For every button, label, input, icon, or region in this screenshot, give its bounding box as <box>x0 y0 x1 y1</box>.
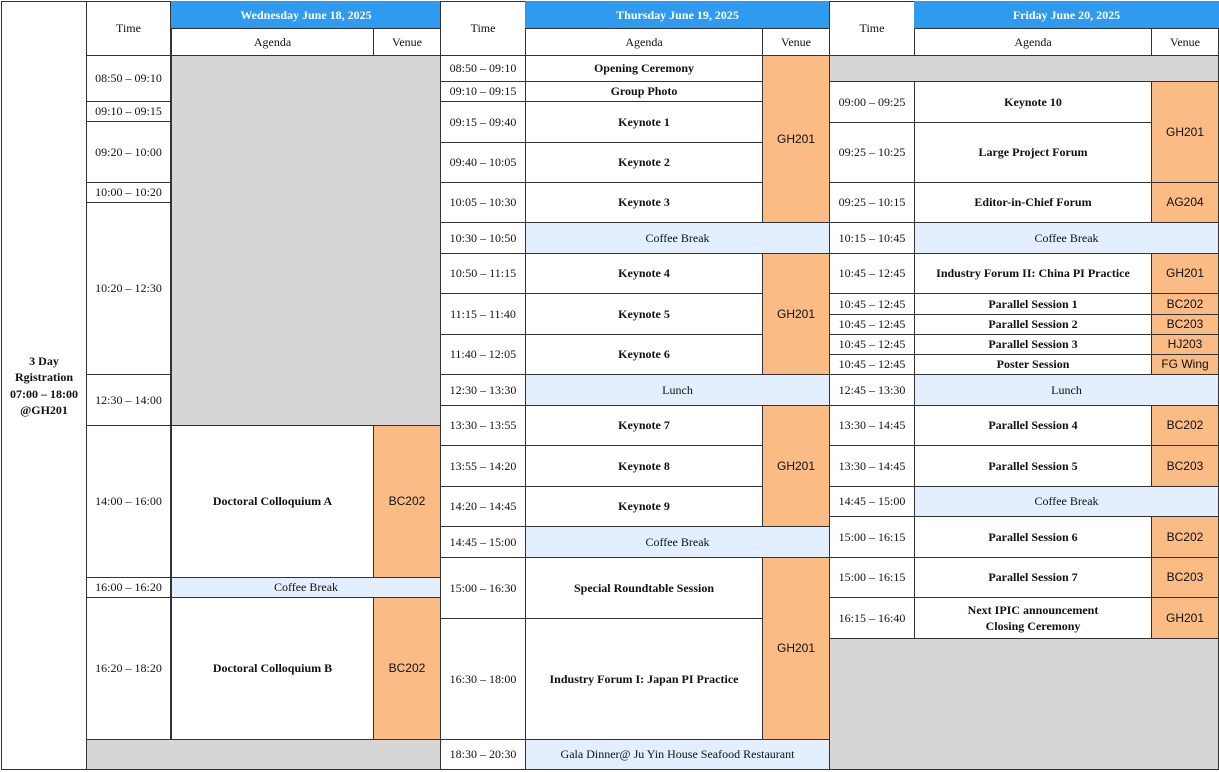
fri-time-cell: 10:45 – 12:45 <box>829 334 915 355</box>
thu-time-cell: 13:30 – 13:55 <box>440 405 526 446</box>
thu-time-cell: 15:00 – 16:30 <box>440 557 526 619</box>
fri-time-cell: 15:00 – 16:15 <box>829 557 915 598</box>
wed-session-cell: Doctoral Colloquium A <box>171 425 374 578</box>
thu-time-cell: 09:40 – 10:05 <box>440 142 526 183</box>
wed-venue-cell: BC202 <box>373 597 441 740</box>
wed-time-cell: 16:20 – 18:20 <box>86 597 171 740</box>
thu-venue-cell: GH201 <box>762 55 830 223</box>
wed-agenda-header: Agenda <box>171 28 374 56</box>
thu-time-cell: 10:05 – 10:30 <box>440 182 526 223</box>
thu-venue-cell: GH201 <box>762 253 830 375</box>
thu-time-cell: 12:30 – 13:30 <box>440 374 526 406</box>
thu-session-cell: Keynote 7 <box>525 405 763 446</box>
thu-time-cell: 16:30 – 18:00 <box>440 618 526 740</box>
thu-session-cell: Keynote 5 <box>525 293 763 335</box>
thu-session-cell: Group Photo <box>525 81 763 102</box>
fri-time-cell: 13:30 – 14:45 <box>829 405 915 446</box>
wed-empty-block <box>86 739 441 770</box>
fri-session-cell: Industry Forum II: China PI Practice <box>914 253 1152 294</box>
fri-time-header: Time <box>829 1 915 56</box>
wed-session-cell: Doctoral Colloquium B <box>171 597 374 740</box>
thu-time-cell: 09:10 – 09:15 <box>440 81 526 102</box>
thu-venue-cell: GH201 <box>762 405 830 527</box>
fri-venue-cell: GH201 <box>1151 597 1219 639</box>
fri-time-cell: 09:00 – 09:25 <box>829 81 915 123</box>
fri-agenda-header: Agenda <box>914 28 1152 56</box>
thu-dinner-cell: Gala Dinner@ Ju Yin House Seafood Restaurant <box>525 739 830 770</box>
wed-venue-header: Venue <box>373 28 441 56</box>
fri-time-cell: 12:45 – 13:30 <box>829 374 915 406</box>
fri-session-cell: Next IPIC announcement Closing Ceremony <box>914 597 1152 639</box>
fri-session-cell: Poster Session <box>914 354 1152 375</box>
fri-time-cell: 10:15 – 10:45 <box>829 222 915 254</box>
wed-time-cell: 09:20 – 10:00 <box>86 121 171 183</box>
fri-venue-cell: BC203 <box>1151 314 1219 335</box>
wed-time-cell: 08:50 – 09:10 <box>86 55 171 102</box>
fri-session-cell: Parallel Session 2 <box>914 314 1152 335</box>
fri-session-cell: Parallel Session 4 <box>914 405 1152 446</box>
thu-lunch-cell: Lunch <box>525 374 830 406</box>
fri-venue-cell: GH201 <box>1151 253 1219 294</box>
wed-break-cell: Coffee Break <box>171 577 441 598</box>
fri-venue-cell: BC202 <box>1151 293 1219 315</box>
thu-time-header: Time <box>440 1 526 56</box>
fri-venue-cell: HJ203 <box>1151 334 1219 355</box>
thu-venue-header: Venue <box>762 28 830 56</box>
thu-time-cell: 08:50 – 09:10 <box>440 55 526 82</box>
fri-venue-cell: BC203 <box>1151 445 1219 487</box>
wed-date-header: Wednesday June 18, 2025 <box>171 1 441 29</box>
thu-time-cell: 09:15 – 09:40 <box>440 101 526 143</box>
fri-date-header: Friday June 20, 2025 <box>914 1 1219 29</box>
fri-session-cell: Parallel Session 5 <box>914 445 1152 487</box>
fri-empty-block <box>829 638 1219 770</box>
fri-session-cell: Parallel Session 6 <box>914 516 1152 558</box>
fri-break-cell: Coffee Break <box>914 222 1219 254</box>
fri-session-cell: Editor-in-Chief Forum <box>914 182 1152 223</box>
fri-time-cell: 10:45 – 12:45 <box>829 354 915 375</box>
thu-session-cell: Keynote 9 <box>525 486 763 527</box>
wed-time-cell: 10:00 – 10:20 <box>86 182 171 203</box>
thu-time-cell: 10:50 – 11:15 <box>440 253 526 294</box>
thu-break-cell: Coffee Break <box>525 222 830 254</box>
fri-venue-cell: BC202 <box>1151 516 1219 558</box>
thu-time-cell: 13:55 – 14:20 <box>440 445 526 487</box>
fri-venue-cell: FG Wing <box>1151 354 1219 375</box>
fri-session-cell: Parallel Session 1 <box>914 293 1152 315</box>
thu-session-cell: Industry Forum I: Japan PI Practice <box>525 618 763 740</box>
thu-session-cell: Keynote 2 <box>525 142 763 183</box>
fri-time-cell: 10:45 – 12:45 <box>829 253 915 294</box>
thu-date-header: Thursday June 19, 2025 <box>525 1 830 29</box>
fri-session-cell: Parallel Session 3 <box>914 334 1152 355</box>
fri-venue-cell: AG204 <box>1151 182 1219 223</box>
registration-cell: 3 Day Rgistration 07:00 – 18:00 @GH201 <box>1 1 87 770</box>
fri-venue-cell: GH201 <box>1151 81 1219 183</box>
thu-session-cell: Opening Ceremony <box>525 55 763 82</box>
thu-time-cell: 14:45 – 15:00 <box>440 526 526 558</box>
thu-session-cell: Keynote 1 <box>525 101 763 143</box>
fri-time-cell: 15:00 – 16:15 <box>829 516 915 558</box>
thu-time-cell: 11:15 – 11:40 <box>440 293 526 335</box>
thu-agenda-header: Agenda <box>525 28 763 56</box>
thu-time-cell: 11:40 – 12:05 <box>440 334 526 375</box>
wed-empty-block <box>171 55 441 426</box>
fri-time-cell: 09:25 – 10:15 <box>829 182 915 223</box>
thu-time-cell: 18:30 – 20:30 <box>440 739 526 770</box>
thu-venue-cell: GH201 <box>762 557 830 740</box>
thu-time-cell: 10:30 – 10:50 <box>440 222 526 254</box>
fri-session-cell: Keynote 10 <box>914 81 1152 123</box>
thu-session-cell: Keynote 3 <box>525 182 763 223</box>
fri-lunch-cell: Lunch <box>914 374 1219 406</box>
wed-time-header: Time <box>86 1 171 56</box>
fri-break-cell: Coffee Break <box>914 486 1219 517</box>
thu-time-cell: 14:20 – 14:45 <box>440 486 526 527</box>
fri-venue-cell: BC203 <box>1151 557 1219 598</box>
fri-session-cell: Large Project Forum <box>914 122 1152 183</box>
wed-time-cell: 09:10 – 09:15 <box>86 101 171 122</box>
fri-empty-block <box>829 55 1219 82</box>
fri-time-cell: 09:25 – 10:25 <box>829 122 915 183</box>
wed-venue-cell: BC202 <box>373 425 441 578</box>
thu-session-cell: Special Roundtable Session <box>525 557 763 619</box>
wed-time-cell: 12:30 – 14:00 <box>86 374 171 426</box>
fri-venue-header: Venue <box>1151 28 1219 56</box>
thu-session-cell: Keynote 6 <box>525 334 763 375</box>
fri-time-cell: 13:30 – 14:45 <box>829 445 915 487</box>
thu-break-cell: Coffee Break <box>525 526 830 558</box>
fri-venue-cell: BC202 <box>1151 405 1219 446</box>
fri-time-cell: 14:45 – 15:00 <box>829 486 915 517</box>
fri-time-cell: 10:45 – 12:45 <box>829 314 915 335</box>
fri-time-cell: 16:15 – 16:40 <box>829 597 915 639</box>
fri-time-cell: 10:45 – 12:45 <box>829 293 915 315</box>
wed-time-cell: 10:20 – 12:30 <box>86 202 171 375</box>
thu-session-cell: Keynote 8 <box>525 445 763 487</box>
thu-session-cell: Keynote 4 <box>525 253 763 294</box>
wed-time-cell: 14:00 – 16:00 <box>86 425 171 578</box>
wed-time-cell: 16:00 – 16:20 <box>86 577 171 598</box>
fri-session-cell: Parallel Session 7 <box>914 557 1152 598</box>
